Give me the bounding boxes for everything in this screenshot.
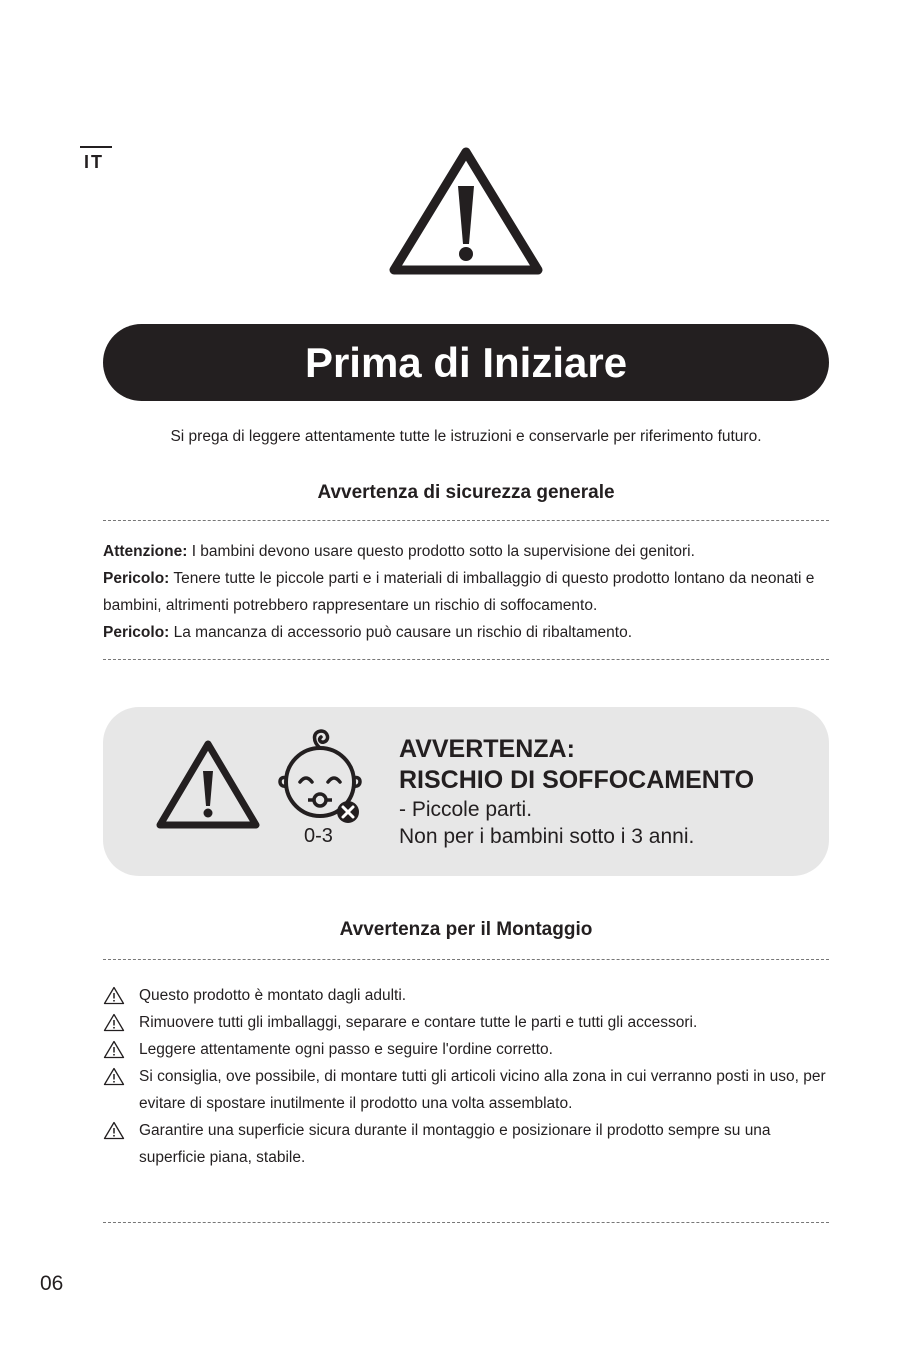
warning-triangle-icon — [155, 738, 261, 830]
divider — [103, 959, 829, 960]
warning-triangle-icon — [388, 144, 544, 276]
choking-heading-line1: AVVERTENZA: — [399, 735, 575, 763]
assembly-warning-list — [103, 982, 833, 1171]
safety-item-label: Attenzione: — [103, 543, 188, 560]
warning-triangle-icon — [103, 1067, 125, 1086]
assembly-item-text: Si consiglia, ove possibile, di montare tutti gli articoli vicino alla zona in cui verranno posti in uso, per evitare di spostare inutilmente il prodotto una volta assemblato. — [139, 1068, 826, 1112]
safety-item-label: Pericolo: — [103, 570, 170, 587]
list-item — [103, 982, 833, 1009]
language-code: IT — [84, 152, 104, 172]
assembly-item-text: Leggere attentamente ogni passo e seguire l'ordine corretto. — [139, 1041, 553, 1058]
divider — [103, 1222, 829, 1223]
list-item — [103, 1117, 833, 1171]
page-number: 06 — [40, 1272, 64, 1295]
safety-item-text: Tenere tutte le piccole parti e i materiali di imballaggio di questo prodotto lontano da neonati e bambini, altrimenti potrebbero rappresentare un rischio di soffocamento. — [103, 570, 815, 614]
divider — [103, 659, 829, 660]
list-item — [103, 1009, 833, 1036]
list-item — [103, 1036, 833, 1063]
choking-warning-text — [399, 734, 819, 850]
safety-item — [103, 619, 833, 646]
warning-triangle-icon — [103, 1040, 125, 1059]
warning-triangle-icon — [103, 1121, 125, 1140]
assembly-heading: Avvertenza per il Montaggio — [339, 919, 593, 940]
intro-text: Si prega di leggere attentamente tutte le istruzioni e conservarle per riferimento futuro. — [170, 428, 762, 445]
assembly-item-text: Garantire una superficie sicura durante il montaggio e posizionare il prodotto sempre su una superficie piana, stabile. — [139, 1122, 771, 1166]
safety-item — [103, 538, 833, 565]
age-label: 0-3 — [304, 825, 333, 847]
choking-heading-line2: RISCHIO DI SOFFOCAMENTO — [399, 766, 755, 794]
divider — [103, 520, 829, 521]
safety-item-label: Pericolo: — [103, 624, 170, 641]
warning-triangle-icon — [103, 1013, 125, 1032]
safety-item-text: La mancanza di accessorio può causare un rischio di ribaltamento. — [169, 624, 632, 641]
general-safety-heading: Avvertenza di sicurezza generale — [317, 482, 615, 503]
page-title: Prima di Iniziare — [103, 324, 829, 401]
safety-item-text: I bambini devono usare questo prodotto sotto la supervisione dei genitori. — [187, 543, 695, 560]
warning-triangle-icon — [103, 986, 125, 1005]
language-tag — [80, 146, 112, 173]
assembly-item-text: Questo prodotto è montato dagli adulti. — [139, 987, 407, 1004]
baby-face-icon — [270, 728, 370, 828]
list-item — [103, 1063, 833, 1117]
assembly-item-text: Rimuovere tutti gli imballaggi, separare e contare tutte le parti e tutti gli accessori. — [139, 1014, 698, 1031]
choking-sub-line2: Non per i bambini sotto i 3 anni. — [399, 825, 695, 848]
safety-item — [103, 565, 833, 619]
choking-sub-line1: - Piccole parti. — [399, 798, 533, 821]
general-safety-list — [103, 538, 833, 646]
